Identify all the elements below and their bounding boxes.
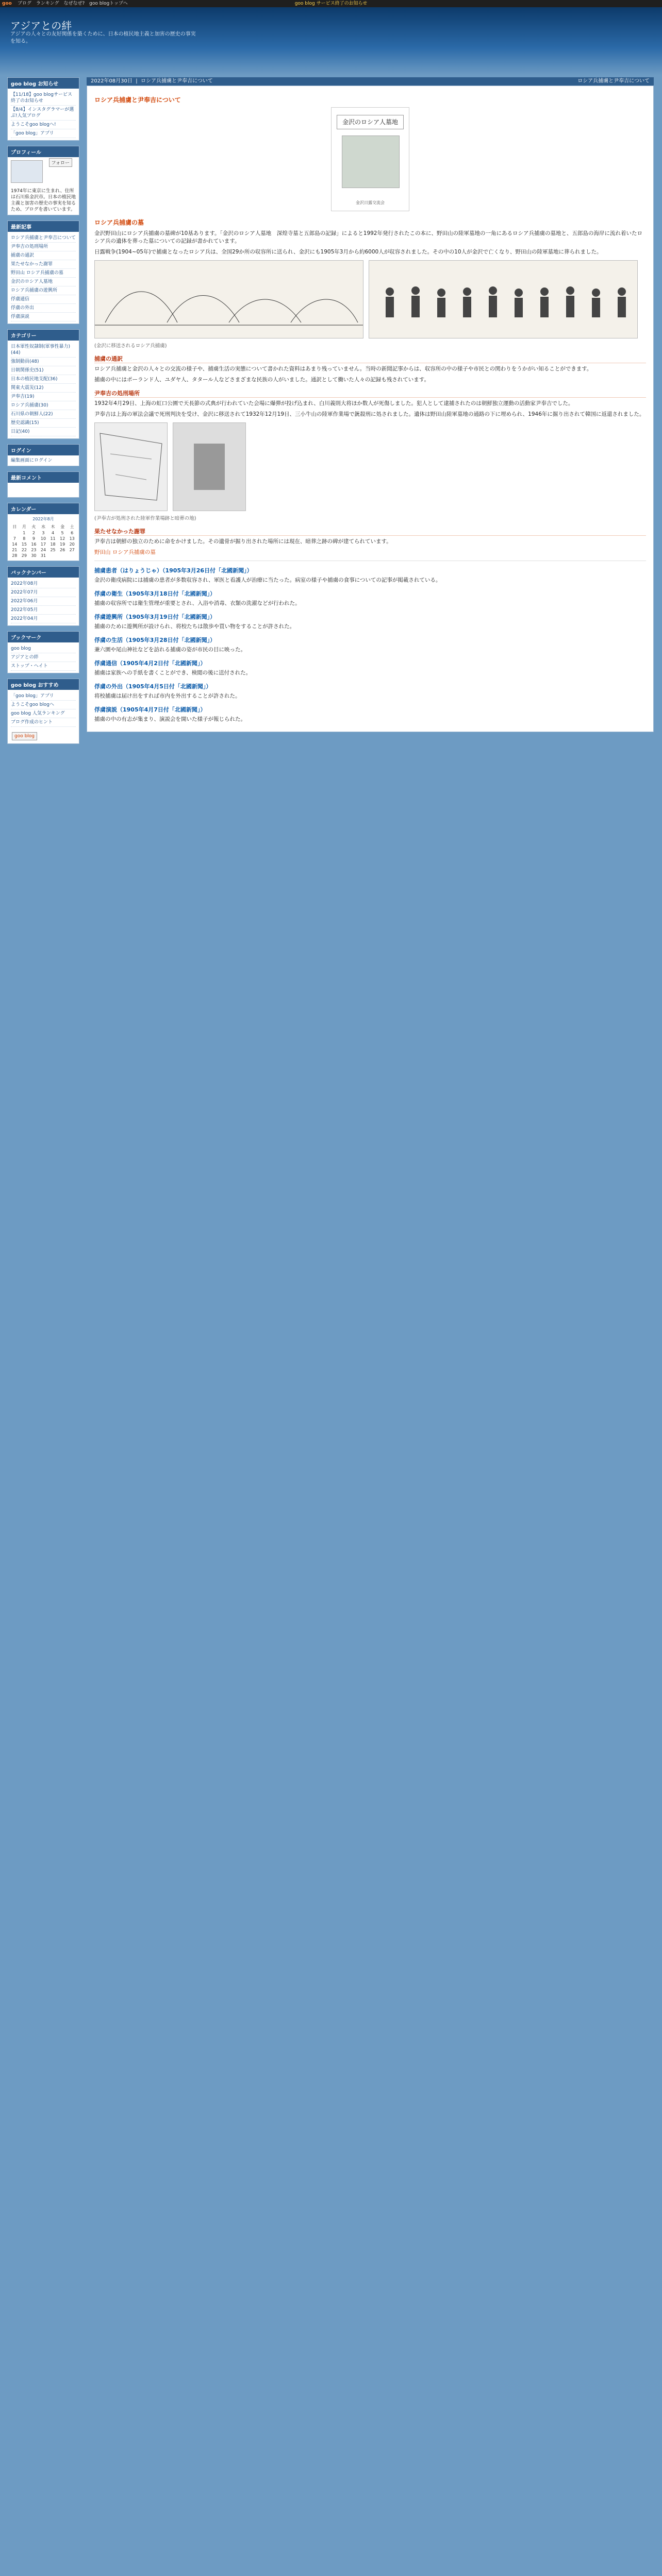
blog-description: アジアの人々との友好関係を築くために、日本の植民地主義と加害の歴史の事実を知る。 [10,31,196,44]
paragraph: 尹奉吉は朝鮮の独立のために命をかけました。その遺骨が掘り出された場所には現在、暗葬之跡の碑が建てられています。 [94,538,392,545]
entry-body: 捕虜は家族への手紙を書くことができ、検閲の後に送付された。 [94,670,252,676]
category-link[interactable]: 日朝関係史(51) [11,366,76,375]
archive-link[interactable]: 2022年06月 [11,597,76,606]
entry [94,659,646,677]
entry [94,589,646,607]
recent-post-link[interactable]: 金沢のロシア人墓地 [11,278,76,286]
photo-image [173,422,246,511]
cal-day-head: 金 [60,524,65,529]
cal-day-head: 木 [51,524,55,529]
book-cover-image [331,107,409,211]
cal-day: 1 [23,531,26,535]
cal-day-head: 日 [12,524,17,529]
post-category[interactable]: ロシア兵捕虜と尹奉吉について [141,78,213,84]
recommend-link[interactable]: 「goo blog」アプリ [11,692,76,701]
cal-day-head: 水 [41,524,45,529]
entry-body: 将校捕虜は届け出をすれば市内を外出することが許された。 [94,693,241,699]
section-heading: 捕虜の通訳 [94,354,646,363]
category-link[interactable]: 日記(40) [11,428,76,436]
recent-post-link[interactable]: 野田山 ロシア兵捕虜の墓 [11,269,76,278]
recommend-box [7,679,79,744]
sidebar-box-title: カテゴリー [8,330,79,341]
top-link[interactable]: なぜなぜ? [63,1,85,6]
category-link[interactable]: 石川県の朝鮮人(22) [11,410,76,419]
recent-post-link[interactable]: 俘虜演説 [11,313,76,321]
cal-day: 2 [32,531,35,535]
main-content [87,77,654,732]
sidebar-box-title: goo blog お知らせ [8,78,79,89]
post-title[interactable]: ロシア兵捕虜と尹奉吉について [94,96,181,104]
entry-body: 兼六園や尾山神社などを訪れる捕虜の姿が市民の目に映った。 [94,647,246,653]
archive-link[interactable]: 2022年08月 [11,580,76,588]
cal-day: 10 [40,536,46,541]
category-link[interactable]: ロシア兵捕虜(30) [11,401,76,410]
profile-box [7,146,79,215]
post-body [87,86,654,732]
follow-button[interactable]: フォロー [49,158,73,167]
login-link[interactable]: 編集画面にログイン [11,458,53,463]
entry-title: 俘虜の生活（1905年3月28日付「北國新聞」） [94,637,216,643]
bookmark-link[interactable]: goo blog [11,645,76,653]
bookmark-link[interactable]: アジアとの絆 [11,653,76,662]
notice-item[interactable]: 【8/4】インスタグラマーが選ぶ!人気ブログ [11,106,76,121]
notice-item[interactable]: 「goo blog」アプリ [11,129,76,138]
figure-caption: (金沢に移送されるロシア兵捕虜) [94,343,167,349]
cal-day: 23 [31,548,37,552]
post-category-right[interactable]: ロシア兵捕虜と尹奉吉について [577,78,650,84]
entry-body: 捕虜のために遊興所が設けられ、将校たちは散歩や買い物をすることが許された。 [94,623,295,630]
recent-post-link[interactable]: 捕虜の通訳 [11,251,76,260]
figure-caption: (尹奉吉が処刑された陸軍作業場跡と暗葬の地) [94,516,196,521]
cal-day: 17 [40,542,46,547]
paragraph: ロシア兵捕虜と金沢の人々との交流の様子や、捕虜生活の実態について書かれた資料はあまり残っていません。当時の新聞記事からは、収容所の中の様子や市民との関わりをうかがい知ることができます。 [94,366,592,372]
post-date-bar: 2022年08月30日 | ロシア兵捕虜と尹奉吉について ロシア兵捕虜と尹奉吉について [87,77,654,86]
entry-title: 俘虜の外出（1905年4月5日付「北國新聞」） [94,683,212,690]
goo-blog-badge[interactable]: goo blog [12,732,37,740]
paragraph: 日露戦争(1904~05年)で捕虜となったロシア兵は、全国29か所の収容所に送られ、金沢にも1905年3月から約6000人が収容されました。その中の10人が金沢で亡くなり、野田山の陸軍墓地に葬られました。 [94,249,602,255]
recommend-link[interactable]: goo blog 人気ランキング [11,709,76,718]
avatar [11,160,43,183]
book-title: 金沢のロシア人墓地 [337,115,404,129]
sidebar-box-title: カレンダー [8,503,79,514]
cal-day: 26 [60,548,65,552]
bookmark-box [7,631,79,673]
notice-item[interactable]: 【11/18】goo blogサービス終了のお知らせ [11,91,76,106]
recent-post-link[interactable]: 果たせなかった謝罪 [11,260,76,269]
cal-day-head: 土 [70,524,74,529]
cal-day: 14 [12,542,18,547]
recommend-link[interactable]: ブログ作成のヒント [11,718,76,727]
section-heading: ロシア兵捕虜の墓 [94,219,144,226]
cal-day: 16 [31,542,37,547]
cal-day [48,553,58,558]
cal-day: 7 [13,536,16,541]
category-link[interactable]: 関東大震災(12) [11,384,76,393]
cal-day: 5 [61,531,64,535]
recent-post-link[interactable]: 俘虜通信 [11,295,76,304]
cal-day: 19 [60,542,65,547]
category-link[interactable]: 尹奉吉(19) [11,393,76,401]
recent-post-link[interactable]: 尹奉吉の処刑場所 [11,243,76,251]
cal-day: 18 [50,542,56,547]
related-post-link[interactable]: 野田山 ロシア兵捕虜の墓 [94,549,156,555]
section-heading: 果たせなかった謝罪 [94,527,646,536]
cal-day: 31 [40,553,46,558]
entry-title: 捕虜患者（はりょうじゃ）（1905年3月26日付「北國新聞」） [94,567,253,574]
notice-item[interactable]: ようこそgoo blogへ! [11,121,76,129]
cal-day: 25 [50,548,56,552]
blog-header [0,7,662,75]
cal-day: 30 [31,553,37,558]
sidebar-box-title: goo blog おすすめ [8,679,79,690]
cal-day [67,553,77,558]
post-date: 2022年08月30日 [91,78,133,84]
sidebar-notice-box [7,77,79,141]
blog-title[interactable]: アジアとの絆 [10,20,72,32]
book-publisher: 金沢日露交流会 [356,200,385,205]
cal-day: 9 [32,536,35,541]
illustration-image [94,260,363,338]
entry [94,613,646,631]
cal-day: 13 [69,536,75,541]
cal-day: 3 [42,531,45,535]
entry-title: 俘虜演説（1905年4月7日付「北國新聞」） [94,706,206,713]
recent-posts-box [7,221,79,324]
entry [94,636,646,654]
recent-post-link[interactable]: 俘虜の外出 [11,304,76,313]
cal-day: 15 [21,542,27,547]
goo-logo[interactable]: goo [2,1,12,6]
sidebar-box-title: ログイン [8,445,79,455]
crowd-illustration-image [369,260,638,338]
cal-day: 8 [23,536,26,541]
entry-body: 金沢の衛戍病院には捕虜の患者が多数収容され、軍医と看護人が治療に当たった。病室の様子や捕虜の食事についての記事が掲載されている。 [94,577,441,583]
cal-day: 11 [50,536,56,541]
cal-day: 29 [21,553,27,558]
calendar-box [7,503,79,561]
sidebar-box-title: 最新コメント [8,472,79,483]
category-box [7,329,79,439]
entry-title: 俘虜通信（1905年4月2日付「北國新聞」） [94,660,206,667]
entry [94,566,646,584]
sidebar-box-title: バックナンバー [8,567,79,578]
entry-title: 俘虜の衛生（1905年3月18日付「北國新聞」） [94,590,216,597]
calendar-month: 2022年8月 [32,517,54,521]
cal-day-head: 火 [31,524,36,529]
recent-post-link[interactable]: ロシア兵捕虜と尹奉吉について [11,234,76,243]
cal-day: 24 [40,548,46,552]
top-link[interactable]: goo blogトップへ [89,1,128,6]
archive-link[interactable]: 2022年05月 [11,606,76,615]
comments-box [7,471,79,498]
service-notice[interactable]: goo blog サービス終了のお知らせ [294,1,368,6]
paragraph: 1932年4月29日、上海の虹口公園で天長節の式典が行われていた会場に爆弾が投げ込まれ、白川義則大将ほか数人が死傷しました。犯人として逮捕されたのは朝鮮独立運動の活動家尹奉吉でした。 [94,400,574,406]
entry-body: 捕虜の中の有志が集まり、演説会を開いた様子が報じられた。 [94,716,246,722]
profile-text: 1974年に東京に生まれ、住所は石川県金沢市。日本の植民地主義と加害の歴史の事実を知るため、ブログを書いています。 [11,189,76,212]
cal-day: 12 [60,536,65,541]
entry-body: 捕虜の収容所では衛生管理が重要とされ、入浴や消毒、衣類の洗濯などが行われた。 [94,600,301,606]
paragraph: 金沢野田山にロシア兵捕虜の墓碑が10基あります。「金沢のロシア人墓地 深煌寺墓と五郎島の記録」によると1992年発行されたこの本に、野田山の陸軍墓地の一角にあるロシア兵捕虜の墓地と、五郎島の海岸に流れ着いたロシア兵の遺体を葬った墓についての記録が書かれています。 [94,230,642,244]
entry [94,705,646,723]
cal-day [10,530,20,536]
category-link[interactable]: 日本軍性奴隷制(軍事性暴力)(44) [11,343,76,358]
cal-day: 27 [69,548,75,552]
sidebar-box-title: プロフィール [8,146,79,157]
cal-day: 4 [51,531,55,535]
archive-link[interactable]: 2022年04月 [11,615,76,623]
recommend-link[interactable]: ようこそgoo blogへ [11,701,76,709]
sidebar [7,77,79,749]
cal-day: 20 [69,542,75,547]
entry [94,682,646,700]
paragraph: 捕虜の中にはポーランド人、ユダヤ人、タタール人などさまざまな民族の人がいました。通訳として働いた人々の記録も残されています。 [94,377,429,383]
login-box [7,444,79,466]
map-image [94,422,168,511]
cal-day: 6 [71,531,74,535]
cal-day: 22 [21,548,27,552]
cal-day [58,553,68,558]
top-link[interactable]: ブログ [18,1,32,6]
top-link[interactable]: ランキング [36,1,59,6]
top-bar [0,0,662,7]
sidebar-box-title: ブックマーク [8,632,79,642]
archive-link[interactable]: 2022年07月 [11,588,76,597]
section-heading: 尹奉吉の処刑場所 [94,389,646,398]
paragraph: 尹奉吉は上海の軍法会議で死刑判決を受け、金沢に移送されて1932年12月19日、三小牛山の陸軍作業場で銃殺刑に処されました。遺体は野田山陸軍墓地の通路の下に埋められ、1946年に掘り出されて韓国に返還されました。 [94,411,645,417]
recent-post-link[interactable]: ロシア兵捕虜の遊興所 [11,286,76,295]
archive-box [7,566,79,626]
cal-day-head: 月 [22,524,26,529]
calendar-grid [10,523,77,558]
sidebar-box-title: 最新記事 [8,221,79,232]
entry-title: 俘虜遊興所（1905年3月19日付「北國新聞」） [94,614,216,620]
cal-day: 28 [12,553,18,558]
bookmark-link[interactable]: ストップ・ヘイト [11,662,76,671]
category-link[interactable]: 日本の植民地支配(36) [11,375,76,384]
category-link[interactable]: 歴史認識(15) [11,419,76,428]
category-link[interactable]: 強制動員(48) [11,358,76,366]
cal-day: 21 [12,548,18,552]
